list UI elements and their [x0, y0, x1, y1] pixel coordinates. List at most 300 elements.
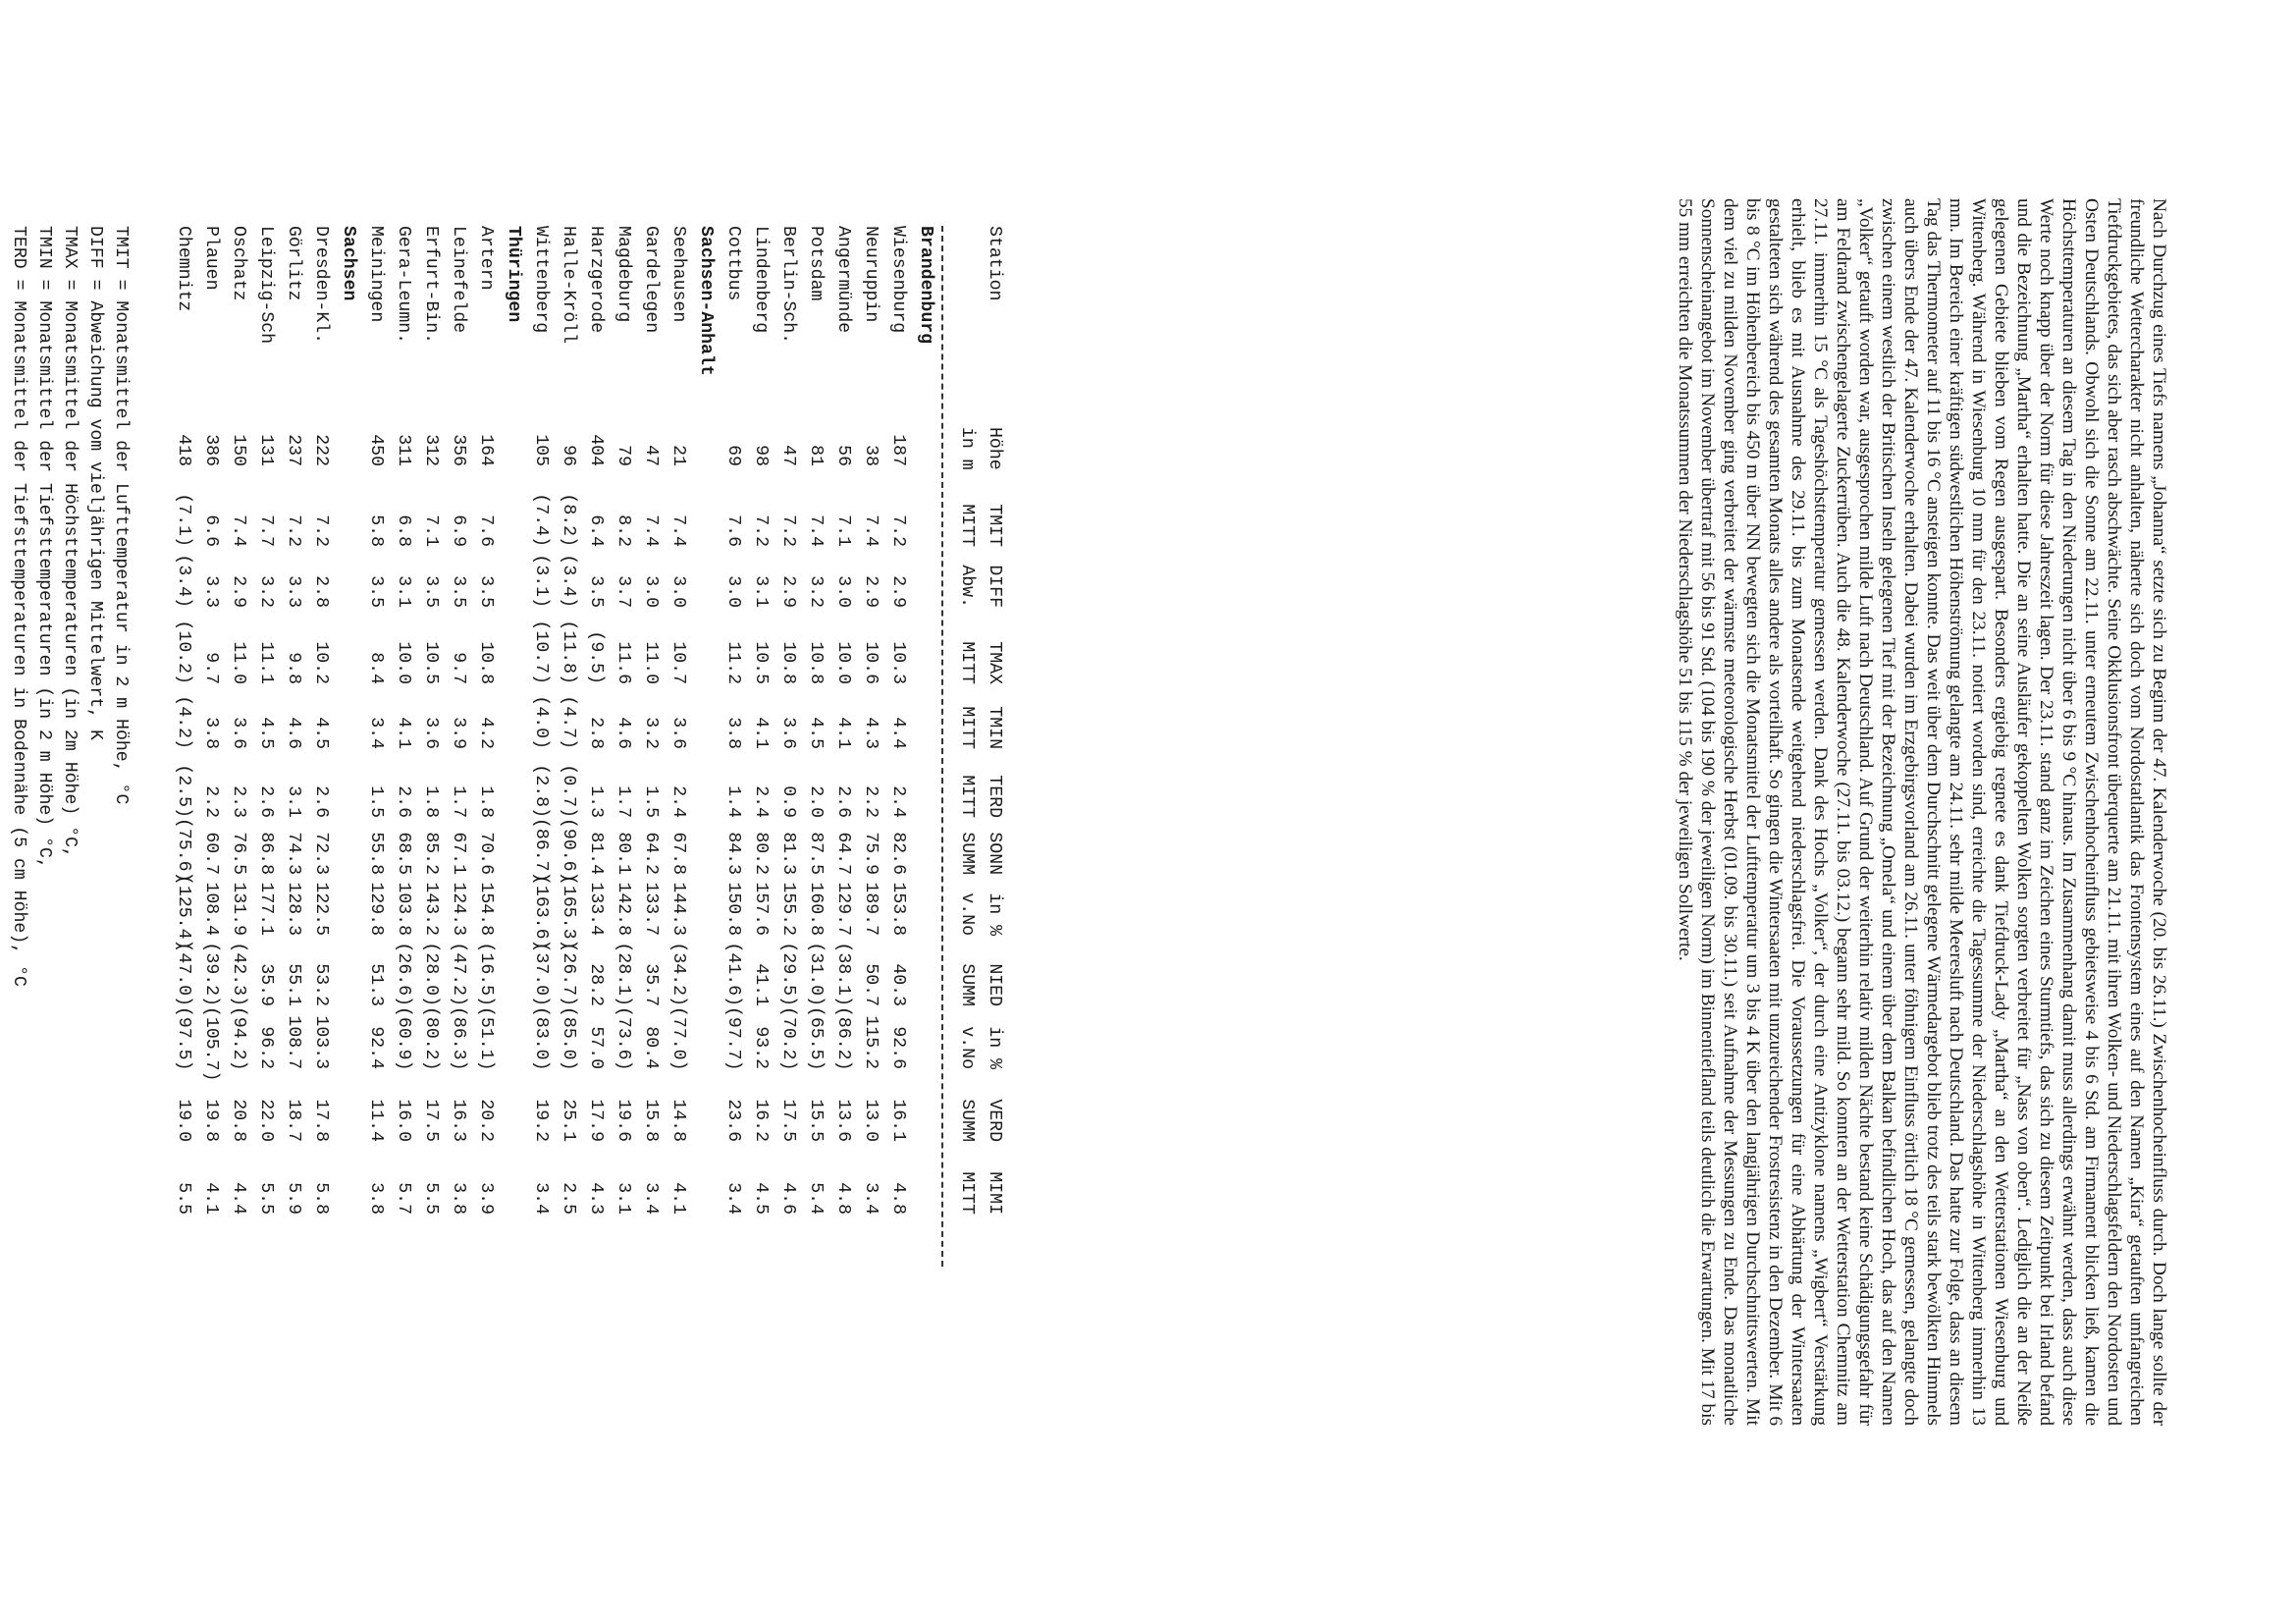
table-cell: 16.2: [751, 1099, 771, 1142]
table-cell: 7.6: [476, 514, 496, 547]
table-cell: 6.8: [394, 514, 413, 547]
table-cell: 56: [833, 445, 853, 466]
table-cell: 3.5: [449, 575, 468, 608]
station-name-cell: Gardelegen: [641, 226, 661, 334]
table-header-row-2: [953, 226, 981, 1434]
table-cell: 47: [641, 445, 661, 466]
table-cell: 4.2: [476, 717, 496, 749]
table-cell: 69: [723, 445, 743, 466]
table-cell: 6.9: [449, 514, 468, 547]
table-cell: 143.2: [421, 882, 441, 936]
table-cell: 5.7: [394, 1182, 413, 1215]
legend-line: TMAX = Monatsmittel der Höchsttemperaturen (in 2m Höhe) °C,: [60, 226, 80, 858]
table-cell: 3.5: [476, 575, 496, 608]
table-cell: 10.7: [668, 641, 688, 684]
table-cell: (165.3): [559, 875, 578, 950]
table-cell: (41.6): [723, 942, 743, 1006]
table-row: [390, 226, 417, 1434]
table-cell: (26.6): [394, 942, 413, 1006]
table-cell: (8.2): [559, 493, 578, 547]
table-cell: 7.6: [723, 514, 743, 547]
table-cell: 3.2: [806, 575, 826, 608]
table-cell: 47: [778, 445, 798, 466]
table-cell: 74.3: [284, 832, 303, 875]
table-cell: 79: [614, 445, 633, 466]
table-cell: 3.1: [394, 575, 413, 608]
table-cell: 96.2: [256, 1026, 276, 1069]
column-header: TMIN: [985, 706, 1004, 749]
table-cell: (77.0): [668, 1006, 688, 1071]
station-name-cell: Artern: [476, 226, 496, 291]
table-cell: 4.6: [614, 717, 633, 749]
table-cell: 4.5: [806, 717, 826, 749]
table-cell: 2.2: [861, 785, 881, 818]
legend-line: TMIN = Monatsmittel der Tiefsttemperaturen (in 2 m Höhe) °C,: [34, 226, 54, 869]
table-cell: (90.6): [559, 818, 578, 883]
table-cell: 3.0: [723, 575, 743, 608]
table-cell: 80.1: [614, 832, 633, 875]
table-cell: 131.9: [229, 882, 248, 936]
table-cell: 2.6: [256, 785, 276, 818]
column-header: VERD: [985, 1099, 1004, 1142]
table-cell: 4.5: [311, 717, 331, 749]
table-cell: (7.1): [174, 493, 193, 547]
table-cell: 64.2: [641, 832, 661, 875]
table-cell: (2.5): [174, 764, 193, 818]
station-name-cell: Görlitz: [284, 226, 303, 301]
table-row: [665, 226, 692, 1434]
table-cell: (85.0): [559, 1006, 578, 1071]
table-cell: (7.4): [531, 493, 551, 547]
table-cell: 2.9: [888, 575, 908, 608]
table-cell: (4.7): [559, 695, 578, 749]
table-cell: (47.2): [449, 942, 468, 1006]
table-cell: 64.7: [833, 832, 853, 875]
table-cell: (4.2): [174, 695, 193, 749]
table-cell: 2.4: [668, 785, 688, 818]
table-cell: 153.8: [888, 882, 908, 936]
column-header: MITT: [957, 775, 977, 818]
table-cell: 87.5: [806, 832, 826, 875]
table-cell: 3.8: [366, 1182, 386, 1215]
table-cell: 11.0: [641, 641, 661, 684]
table-cell: 160.8: [806, 882, 826, 936]
table-cell: 13.0: [861, 1099, 881, 1142]
table-cell: 20.2: [476, 1099, 496, 1142]
table-cell: 5.9: [284, 1182, 303, 1215]
table-cell: (94.2): [229, 1006, 248, 1071]
table-cell: (26.7): [559, 942, 578, 1006]
table-cell: 356: [449, 434, 468, 466]
table-cell: 311: [394, 434, 413, 466]
table-row: [252, 226, 280, 1434]
table-cell: 5.8: [311, 1182, 331, 1215]
table-cell: (97.5): [174, 1006, 193, 1071]
table-cell: 16.3: [449, 1099, 468, 1142]
legend-line: TMIT = Monatsmittel der Lufttemperatur in 2 m Höhe, °C: [111, 226, 131, 805]
table-cell: 55.1: [284, 963, 303, 1006]
station-name-cell: Seehausen: [668, 226, 688, 323]
table-cell: 1.8: [421, 785, 441, 818]
table-cell: 4.1: [668, 1182, 688, 1215]
region-heading: Thüringen: [504, 226, 523, 323]
table-cell: 10.0: [833, 641, 853, 684]
table-cell: 21: [668, 445, 688, 466]
table-cell: 1.5: [641, 785, 661, 818]
station-name-cell: Cottbus: [723, 226, 743, 301]
table-cell: 28.2: [586, 963, 606, 1006]
table-cell: 23.6: [723, 1099, 743, 1142]
table-cell: (0.7): [559, 764, 578, 818]
table-cell: 5.5: [421, 1182, 441, 1215]
table-cell: 2.9: [861, 575, 881, 608]
table-row: [720, 226, 747, 1434]
column-header: in %: [985, 1026, 1004, 1069]
column-header: NIED: [985, 963, 1004, 1006]
table-cell: 67.1: [449, 832, 468, 875]
region-heading: Sachsen: [339, 226, 358, 301]
table-cell: 76.5: [229, 832, 248, 875]
table-cell: 18.7: [284, 1099, 303, 1142]
table-cell: (10.7): [531, 620, 551, 684]
table-body: [170, 226, 939, 1434]
legend-line: TERD = Monatsmittel der Tiefsttemperaturen in Bodennähe (5 cm Höhe), °C: [9, 226, 28, 987]
table-cell: 6.4: [586, 514, 606, 547]
table-cell: (125.4): [174, 875, 193, 950]
table-cell: 8.2: [614, 514, 633, 547]
table-cell: 3.0: [668, 575, 688, 608]
station-name-cell: Erfurt-Bin.: [421, 226, 441, 345]
table-cell: 17.5: [421, 1099, 441, 1142]
table-cell: 3.4: [723, 1182, 743, 1215]
table-cell: 2.8: [311, 575, 331, 608]
column-header: SONN: [985, 832, 1004, 875]
table-cell: 144.3: [668, 882, 688, 936]
table-cell: 9.7: [449, 652, 468, 684]
table-cell: 19.8: [201, 1099, 221, 1142]
table-cell: 7.1: [833, 514, 853, 547]
table-cell: 189.7: [861, 882, 881, 936]
table-cell: 108.7: [284, 1015, 303, 1069]
table-cell: 4.1: [833, 717, 853, 749]
table-cell: 10.5: [751, 641, 771, 684]
table-cell: 3.8: [449, 1182, 468, 1215]
table-cell: 3.4: [641, 1182, 661, 1215]
station-name-cell: Dresden-Kl.: [311, 226, 331, 345]
station-name-cell: Magdeburg: [614, 226, 633, 323]
table-cell: 17.9: [586, 1099, 606, 1142]
station-name-cell: Gera-Leumn.: [394, 226, 413, 345]
station-name-cell: Harzgerode: [586, 226, 606, 334]
table-cell: (37.0): [531, 942, 551, 1006]
table-cell: 1.8: [476, 785, 496, 818]
column-header: in %: [985, 893, 1004, 936]
table-cell: 98: [751, 445, 771, 466]
table-cell: 2.4: [888, 785, 908, 818]
column-header: DIFF: [985, 565, 1004, 608]
table-cell: 84.3: [723, 832, 743, 875]
table-cell: 60.7: [201, 832, 221, 875]
column-header: MITT: [957, 504, 977, 547]
table-row: [829, 226, 857, 1434]
table-cell: 81.3: [778, 832, 798, 875]
table-cell: 3.3: [284, 575, 303, 608]
table-cell: 3.8: [201, 717, 221, 749]
table-cell: 3.5: [586, 575, 606, 608]
table-cell: 4.5: [751, 1182, 771, 1215]
table-cell: 96: [559, 445, 578, 466]
table-row: [527, 226, 555, 1434]
table-cell: 7.4: [861, 514, 881, 547]
legend-line: DIFF = Abweichung vom vieljährigen Mittelwert, K: [85, 226, 105, 740]
table-cell: 19.0: [174, 1099, 193, 1142]
table-cell: 8.4: [366, 652, 386, 684]
station-table: [7, 226, 1008, 1434]
table-cell: 55.8: [366, 832, 386, 875]
table-cell: 2.6: [311, 785, 331, 818]
table-cell: 81: [806, 445, 826, 466]
table-cell: 40.3: [888, 963, 908, 1006]
station-name-cell: Meiningen: [366, 226, 386, 323]
table-cell: (10.2): [174, 620, 193, 684]
table-cell: 3.6: [229, 717, 248, 749]
column-header: TMAX: [985, 641, 1004, 684]
table-cell: 129.8: [366, 882, 386, 936]
table-cell: (60.9): [394, 1006, 413, 1071]
table-cell: 4.6: [778, 1182, 798, 1215]
table-cell: 80.2: [751, 832, 771, 875]
table-cell: (42.3): [229, 942, 248, 1006]
column-header: MIMI: [985, 1171, 1004, 1215]
column-header: SUMM: [957, 963, 977, 1006]
station-name-cell: Wiesenburg: [888, 226, 908, 334]
table-cell: 82.6: [888, 832, 908, 875]
station-name-cell: Chemnitz: [174, 226, 193, 312]
column-header: SUMM: [957, 1099, 977, 1142]
table-cell: 10.8: [806, 641, 826, 684]
table-cell: (3.4): [559, 554, 578, 608]
table-cell: (86.7): [531, 818, 551, 883]
table-cell: 103.8: [394, 882, 413, 936]
table-cell: (73.6): [614, 1006, 633, 1071]
table-cell: 3.1: [751, 575, 771, 608]
table-row: [362, 226, 390, 1434]
table-cell: (11.8): [559, 620, 578, 684]
table-cell: (105.7): [201, 1006, 221, 1082]
table-cell: 13.6: [833, 1099, 853, 1142]
table-cell: 3.6: [421, 717, 441, 749]
table-row: [802, 226, 829, 1434]
table-cell: 3.3: [201, 575, 221, 608]
table-separator: [941, 226, 943, 1267]
table-cell: 9.8: [284, 652, 303, 684]
table-row: [857, 226, 884, 1434]
table-row: [747, 226, 774, 1434]
table-cell: 164: [476, 434, 496, 466]
table-cell: (38.1): [833, 942, 853, 1006]
table-cell: 131: [256, 434, 276, 466]
table-cell: 2.2: [201, 785, 221, 818]
table-cell: 128.3: [284, 882, 303, 936]
table-cell: (4.0): [531, 695, 551, 749]
table-cell: 133.4: [586, 882, 606, 936]
table-row: [555, 226, 582, 1434]
table-cell: 3.2: [256, 575, 276, 608]
table-cell: 3.5: [366, 575, 386, 608]
table-cell: 20.8: [229, 1099, 248, 1142]
table-cell: (2.8): [531, 764, 551, 818]
table-cell: 7.4: [668, 514, 688, 547]
table-cell: 19.2: [531, 1099, 551, 1142]
table-cell: (51.1): [476, 1006, 496, 1071]
table-cell: 103.3: [311, 1015, 331, 1069]
table-row: [417, 226, 445, 1434]
column-header: Höhe: [985, 427, 1004, 470]
table-cell: 92.6: [888, 1026, 908, 1069]
column-header: [953, 226, 981, 427]
table-cell: 150: [229, 434, 248, 466]
table-cell: 157.6: [751, 882, 771, 936]
table-cell: (65.5): [806, 1006, 826, 1071]
table-row: [472, 226, 500, 1434]
table-cell: 4.8: [888, 1182, 908, 1215]
table-cell: 3.0: [641, 575, 661, 608]
table-cell: 22.0: [256, 1099, 276, 1142]
table-cell: 122.5: [311, 882, 331, 936]
table-cell: (83.0): [531, 1006, 551, 1071]
column-header: Abw.: [957, 565, 977, 608]
table-cell: 3.5: [421, 575, 441, 608]
table-cell: 150.8: [723, 882, 743, 936]
table-cell: 5.8: [366, 514, 386, 547]
table-cell: 2.8: [586, 717, 606, 749]
table-cell: 3.2: [641, 717, 661, 749]
station-name-cell: Oschatz: [229, 226, 248, 301]
table-cell: 7.2: [284, 514, 303, 547]
table-cell: 4.1: [201, 1182, 221, 1215]
table-cell: 7.1: [421, 514, 441, 547]
station-name-cell: Potsdam: [806, 226, 826, 301]
table-cell: 68.5: [394, 832, 413, 875]
table-cell: 2.9: [778, 575, 798, 608]
table-cell: 11.0: [229, 641, 248, 684]
table-cell: 67.8: [668, 832, 688, 875]
table-cell: 7.2: [888, 514, 908, 547]
table-cell: 70.6: [476, 832, 496, 875]
table-cell: 38: [861, 445, 881, 466]
table-cell: 2.6: [833, 785, 853, 818]
table-cell: 35.9: [256, 963, 276, 1006]
table-cell: 53.2: [311, 963, 331, 1006]
table-cell: 1.4: [723, 785, 743, 818]
table-row: [280, 226, 307, 1434]
table-cell: 57.0: [586, 1026, 606, 1069]
station-name-cell: Plauen: [201, 226, 221, 291]
table-cell: 3.4: [531, 1182, 551, 1215]
column-header: v.No: [957, 1026, 977, 1069]
table-cell: (39.2): [201, 942, 221, 1006]
table-cell: 222: [311, 434, 331, 466]
table-cell: (28.1): [614, 942, 633, 1006]
table-cell: 3.7: [614, 575, 633, 608]
table-cell: 85.2: [421, 832, 441, 875]
table-cell: (34.2): [668, 942, 688, 1006]
table-cell: 2.0: [806, 785, 826, 818]
table-cell: 3.6: [778, 717, 798, 749]
table-cell: 86.8: [256, 832, 276, 875]
table-cell: 72.3: [311, 832, 331, 875]
table-cell: 3.9: [476, 1182, 496, 1215]
table-cell: 10.6: [861, 641, 881, 684]
table-cell: 92.4: [366, 1026, 386, 1069]
table-row: [774, 226, 802, 1434]
table-cell: 2.5: [559, 1182, 578, 1215]
table-row: [582, 226, 610, 1434]
table-cell: 15.8: [641, 1099, 661, 1142]
station-name-cell: Neuruppin: [861, 226, 881, 323]
table-cell: (97.7): [723, 1006, 743, 1071]
table-cell: 17.5: [778, 1099, 798, 1142]
column-header: Station: [985, 226, 1004, 301]
column-header: in m: [957, 427, 977, 470]
table-cell: 10.3: [888, 641, 908, 684]
table-cell: 14.8: [668, 1099, 688, 1142]
table-cell: 2.3: [229, 785, 248, 818]
table-cell: 4.3: [861, 717, 881, 749]
table-cell: 155.2: [778, 882, 798, 936]
table-row: [637, 226, 665, 1434]
table-row: [610, 226, 637, 1434]
station-name-cell: Wittenberg: [531, 226, 551, 334]
table-cell: (29.5): [778, 942, 798, 1006]
table-cell: 187: [888, 434, 908, 466]
table-cell: (70.2): [778, 1006, 798, 1071]
table-cell: 3.1: [284, 785, 303, 818]
table-cell: 7.2: [311, 514, 331, 547]
table-cell: (31.0): [806, 942, 826, 1006]
station-name-cell: Leipzig-Sch: [256, 226, 276, 345]
table-cell: 10.8: [476, 641, 496, 684]
table-cell: 16.1: [888, 1099, 908, 1142]
table-cell: 4.1: [394, 717, 413, 749]
table-cell: (47.0): [174, 942, 193, 1006]
table-cell: 35.7: [641, 963, 661, 1006]
table-cell: 11.6: [614, 641, 633, 684]
table-cell: 51.3: [366, 963, 386, 1006]
table-cell: 75.9: [861, 832, 881, 875]
table-cell: 105: [531, 434, 551, 466]
table-row: [197, 226, 225, 1434]
station-name-cell: Angermünde: [833, 226, 853, 334]
table-cell: (86.2): [833, 1006, 853, 1071]
station-name-cell: Leinefelde: [449, 226, 468, 334]
table-row: [170, 226, 197, 1434]
table-cell: 9.7: [201, 652, 221, 684]
table-row: [307, 226, 335, 1434]
table-cell: 25.1: [559, 1099, 578, 1142]
table-cell: 10.5: [421, 641, 441, 684]
table-cell: (3.4): [174, 554, 193, 608]
table-cell: 93.2: [751, 1026, 771, 1069]
table-cell: 115.2: [861, 1015, 881, 1069]
table-cell: (163.6): [531, 875, 551, 950]
column-header: TMIT: [985, 504, 1004, 547]
table-cell: 3.6: [668, 717, 688, 749]
table-cell: 0.9: [778, 785, 798, 818]
table-cell: 1.7: [449, 785, 468, 818]
table-cell: 17.8: [311, 1099, 331, 1142]
column-header: MITT: [957, 706, 977, 749]
